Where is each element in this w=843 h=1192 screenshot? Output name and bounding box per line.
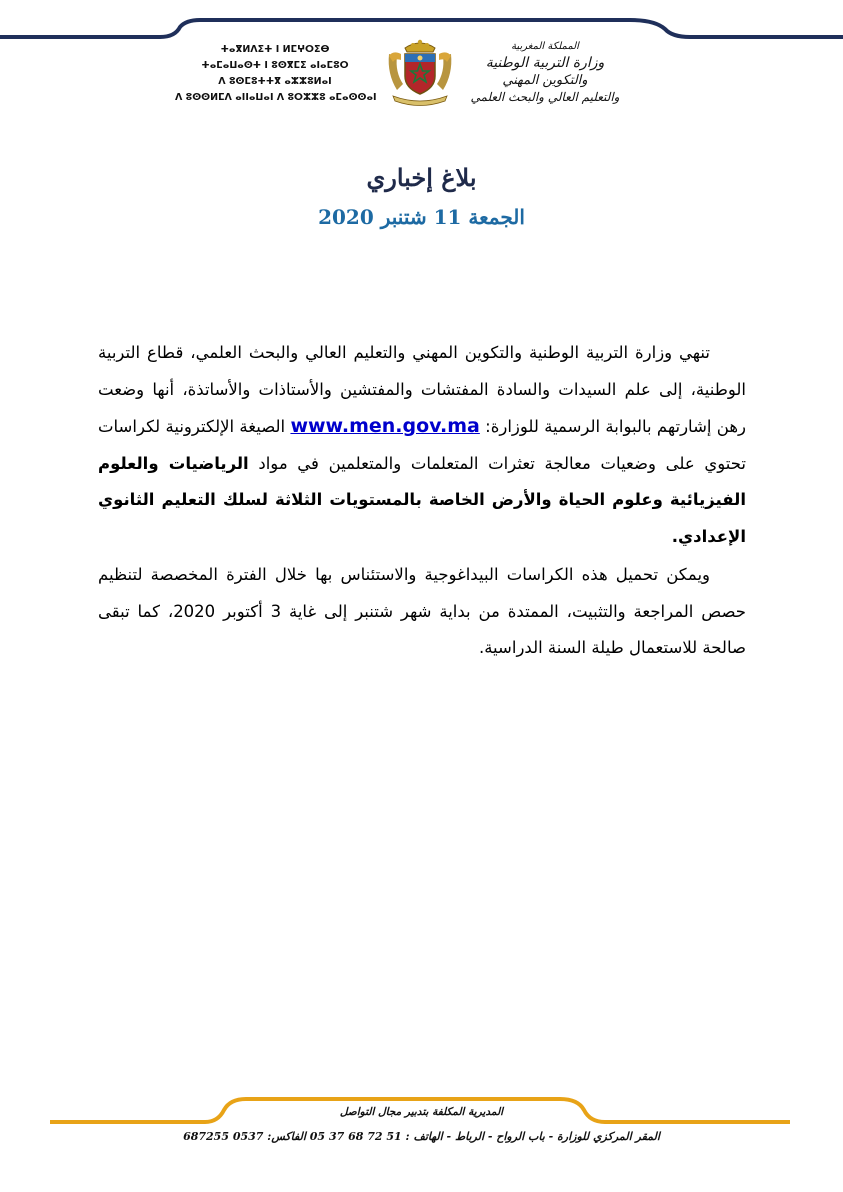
paragraph-1: [98, 335, 746, 555]
paragraph-2: ويمكن تحميل هذه الكراسات البيداغوجية والاستئناس بها خلال الفترة المخصصة لتنظيم حصص المراجعة والتثبيت، الممتدة من بداية شهر شتنبر إلى غاية 3 أكتوبر 2020، كما تبقى صالحة للاستعمال طيلة السنة الدراسية.: [98, 565, 746, 657]
tifinagh-line: ⵜⴰⴳⵍⴷⵉⵜ ⵏ ⵍⵎⵖⵔⵉⴱ: [220, 44, 330, 55]
document-date: الجمعة 11 شتنبر 2020: [318, 205, 525, 229]
ministry-name-arabic: [445, 40, 645, 106]
tifinagh-line: ⴷ ⵓⵙⵙⵍⵎⴷ ⴰⵏⵏⴰⵡⴰⵏ ⴷ ⵓⵔⵣⵣⵓ ⴰⵎⴰⵙⵙⴰⵏ: [175, 92, 377, 103]
ministry-name-tifinagh: [175, 42, 375, 106]
ministry-line: والتعليم العالي والبحث العلمي: [470, 90, 620, 104]
paragraph-1-intro: تنهي وزارة التربية الوطنية والتكوين المهني والتعليم العالي والبحث العلمي، قطاع التربية الوطنية، إلى علم السيدات والسادة المفتشات والمفتشين والأستاذات والأساتذة، أنها وضعت رهن إشارتهم بالبوابة الرسمية للوزارة:: [98, 343, 747, 436]
tifinagh-line: ⴷ ⵓⵙⵎⵓⵜⵜⴳ ⴰⵣⵣⵓⵍⴰⵏ: [218, 76, 332, 87]
ministry-line: وزارة التربية الوطنية: [485, 55, 605, 71]
paragraph-1-subjects: الرياضيات والعلوم الفيزيائية وعلوم الحياة والأرض الخاصة بالمستويات الثلاثة لسلك التعليم الثانوي الإعدادي.: [98, 453, 746, 546]
ministry-website-link[interactable]: www.men.gov.ma: [290, 415, 480, 437]
document-body: [98, 335, 746, 667]
footer-contact: المقر المركزي للوزارة - باب الرواح - الرباط - الهاتف : 51 72 68 37 05 الفاكس: 0537 687255: [183, 1130, 660, 1143]
footer-department: المديرية المكلفة بتدبير مجال التواصل: [339, 1106, 504, 1118]
ministry-line: والتكوين المهني: [502, 73, 588, 88]
paragraph-1-middle: الصيغة الإلكترونية لكراسات تحتوي على وضعيات معالجة تعثرات المتعلمات والمتعلمين في مواد: [98, 417, 746, 473]
kingdom-name: المملكة المغربية: [511, 41, 579, 52]
document-title: بلاغ إخباري: [366, 163, 477, 192]
tifinagh-line: ⵜⴰⵎⴰⵡⴰⵙⵜ ⵏ ⵓⵙⴳⵎⵉ ⴰⵏⴰⵎⵓⵔ: [201, 60, 349, 71]
